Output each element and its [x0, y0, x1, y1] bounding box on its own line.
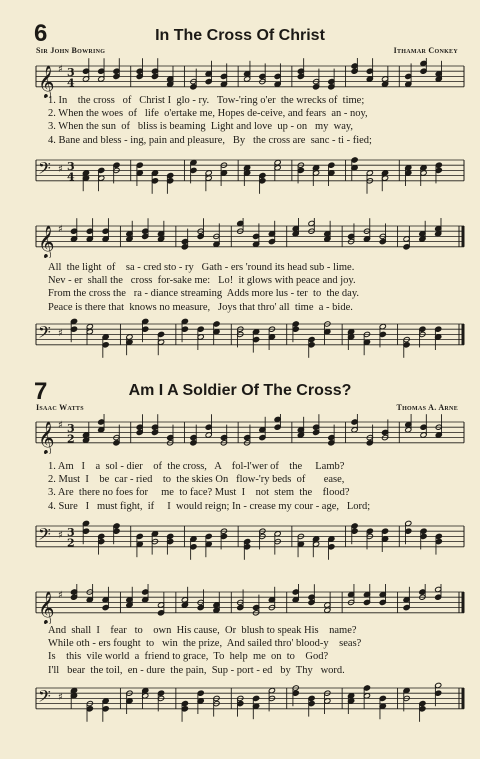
time-signature-digit: 3	[67, 421, 75, 435]
verse-block	[48, 460, 462, 513]
composer-credit: Ithamar Conkey	[393, 46, 458, 55]
treble-clef-icon: 𝄞	[38, 590, 55, 624]
lyricist-credit: Sir John Bowring	[36, 46, 106, 55]
verse-line: 2. Must I be car - ried to the skies On flow-'ry beds of ease,	[48, 474, 345, 486]
music-staff-treble	[0, 218, 480, 258]
treble-clef-icon: 𝄞	[38, 64, 55, 98]
verse-line: 4. Sure I must fight, if I would reign; In - crease my cour - age, Lord;	[48, 500, 371, 512]
verse-line: 1. Am I a sol - dier of the cross, A fol-l'wer of the Lamb?	[48, 461, 345, 472]
bass-clef-icon: 𝄢	[38, 685, 51, 710]
verse-line: 2. When the woes of life o'ertake me, Hopes de-ceive, and fears an - noy,	[48, 108, 368, 120]
treble-clef-icon: 𝄞	[38, 420, 55, 454]
composer-credit: Thomas A. Arne	[396, 403, 458, 412]
time-signature-digit: 2	[67, 432, 75, 446]
bass-clef-icon: 𝄢	[38, 523, 51, 548]
time-signature-digit: 2	[67, 536, 75, 550]
hymn-number: 7	[34, 378, 48, 405]
verse-line: I'll bear the toil, en - dure the pain, Sup - port - ed by Thy word.	[48, 664, 345, 676]
verse-line: From the cross the ra - diance streaming Adds more lus - ter to the day.	[48, 288, 360, 300]
verse-line: 1. In the cross of Christ I glo - ry. Tow-'ring o'er the wrecks of time;	[48, 95, 365, 106]
music-staff-bass	[0, 152, 480, 196]
hymn-title: In The Cross Of Christ	[155, 27, 325, 44]
time-signature-digit: 3	[67, 159, 75, 173]
lyricist-credit: Isaac Watts	[36, 403, 84, 412]
verse-line: And shall I fear to own His cause, Or blush to speak His name?	[48, 625, 357, 636]
bass-clef-icon: 𝄢	[38, 157, 51, 182]
sharp-icon: ♯	[58, 164, 63, 175]
music-staff-bass	[0, 680, 480, 724]
verse-line: 3. Are there no foes for me to face? Must I not stem the flood?	[48, 487, 350, 499]
sharp-icon: ♯	[58, 692, 63, 703]
bass-clef-icon: 𝄢	[38, 321, 51, 346]
time-signature-digit: 3	[67, 525, 75, 539]
verse-block	[48, 94, 462, 147]
time-signature-digit: 4	[67, 76, 75, 90]
verse-line: Peace is there that knows no measure, Joys that thro' all time a - bide.	[48, 301, 353, 313]
sharp-icon: ♯	[58, 530, 63, 541]
hymn-number: 6	[34, 20, 48, 47]
music-staff-bass	[0, 518, 480, 562]
verse-line: Is this vile world a friend to grace, To help me on to God?	[48, 651, 329, 663]
sharp-icon: ♯	[58, 328, 63, 339]
music-staff-treble	[0, 414, 480, 454]
hymn-title: Am I A Soldier Of The Cross?	[128, 382, 352, 399]
verse-line: 4. Bane and bless - ing, pain and pleasure, By the cross are sanc - ti - fied;	[48, 134, 372, 146]
sharp-icon: ♯	[58, 64, 63, 75]
sharp-icon: ♯	[58, 420, 63, 431]
verse-line: While oth - ers fought to win the prize, And sailed thro' blood-y seas?	[48, 638, 362, 650]
time-signature-digit: 4	[67, 170, 75, 184]
music-staff-bass	[0, 316, 480, 360]
verse-line: All the light of sa - cred sto - ry Gath - ers 'round its head sub - lime.	[48, 262, 355, 273]
time-signature-digit: 3	[67, 65, 75, 79]
music-staff-treble	[0, 58, 480, 98]
verse-block	[48, 261, 462, 314]
verse-line: Nev - er shall the cross for-sake me: Lo! it glows with peace and joy.	[48, 275, 356, 287]
verse-block	[48, 624, 462, 677]
sharp-icon: ♯	[58, 224, 63, 235]
sharp-icon: ♯	[58, 590, 63, 601]
verse-line: 3. When the sun of bliss is beaming Light and love up - on my way,	[48, 121, 354, 133]
music-staff-treble	[0, 584, 480, 624]
treble-clef-icon: 𝄞	[38, 224, 55, 258]
